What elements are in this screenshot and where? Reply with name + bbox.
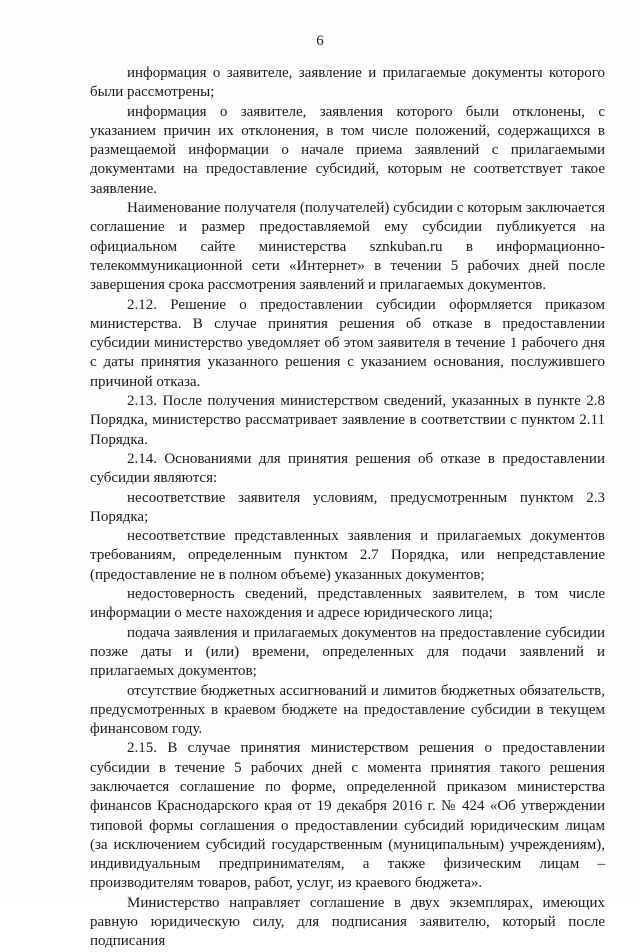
paragraph: информация о заявителе, заявление и прилагаемые документы которого были рассмотрены; — [90, 65, 605, 101]
paragraph: подача заявления и прилагаемых документов на предоставление субсидии позже даты и (или) времени, определенных для подачи заявлений и прилагаемых документов; — [90, 624, 605, 680]
paragraph: 2.15. В случае принятия министерством решения о предоставлении субсидии в течение 5 рабочих дней с момента принятия такого решения заключается соглашение по форме, определенной приказом министерства финансов Краснодарского края от 19 декабря 2016 г. № 424 «Об утверждении типовой формы соглашения о предоставлении субсидий юридическим лицам (за исключением субсидий государственным (муниципальным) учреждениям), индивидуальным предпринимателям, а также физическим лицам – производителям товаров, работ, услуг, из краевого бюджета». — [90, 740, 605, 892]
paragraph: отсутствие бюджетных ассигнований и лимитов бюджетных обязательств, предусмотренных в краевом бюджете на предоставление субсидии в текущем финансовом году. — [90, 682, 605, 738]
paragraph: 2.13. После получения министерством сведений, указанных в пункте 2.8 Порядка, министерство рассматривает заявление в соответствии с пунктом 2.11 Порядка. — [90, 393, 605, 448]
paragraph: несоответствие представленных заявления и прилагаемых документов требованиям, определенным пунктом 2.7 Порядка, или непредставление (предоставление не в полном объеме) указанных документов; — [90, 528, 605, 583]
paragraph: информация о заявителе, заявления которого были отклонены, с указанием причин их отклонения, в том числе положений, содержащихся в размещаемой информации о начале приема заявлений с прилагаемыми документами на предоставление субсидий, которым не соответствует такое заявление. — [90, 103, 605, 197]
paragraph: 2.12. Решение о предоставлении субсидии оформляется приказом министерства. В случае принятия решения об отказе в предоставлении субсидии министерство уведомляет об этом заявителя в течение 1 рабочего дня с даты принятия указанного решения с указанием основания, послужившего причиной отказа. — [90, 296, 605, 390]
page-number: 6 — [316, 33, 324, 49]
paragraph: 2.14. Основаниями для принятия решения об отказе в предоставлении субсидии являются: — [90, 450, 605, 487]
paragraph: недостоверность сведений, представленных заявителем, в том числе информации о месте нахождения и адресе юридического лица; — [90, 586, 605, 622]
paragraph: несоответствие заявителя условиям, предусмотренным пунктом 2.3 Порядка; — [90, 489, 605, 525]
document-body — [90, 64, 605, 952]
paragraph: Министерство направляет соглашение в двух экземплярах, имеющих равную юридическую силу, для подписания заявителю, который после подписания — [90, 894, 605, 950]
paragraph: Наименование получателя (получателей) субсидии с которым заключается соглашение и размер предоставляемой ему субсидии публикуется на официальном сайте министерства sznkuban.ru в информационно-телекоммуникационной сети «Интернет» в течении 5 рабочих дней после завершения срока рассмотрения заявлений и прилагаемых документов. — [90, 200, 605, 294]
